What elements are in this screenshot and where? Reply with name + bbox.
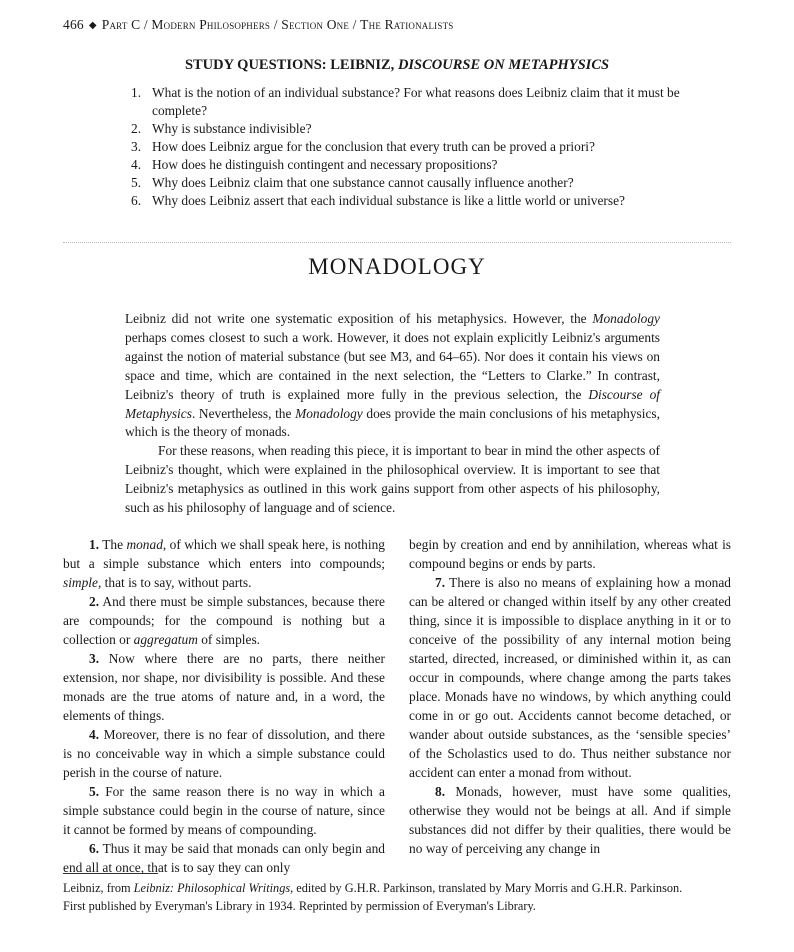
study-question: 2. Why is substance indivisible? (131, 121, 312, 136)
running-header: 466 ◆ Part C / Modern Philosophers / Section One / The Rationalists (63, 17, 454, 32)
body-paragraph: 6. Thus it may be said that monads can only begin and end all at once, that is to say they can only (63, 841, 385, 875)
page-number: 466 (63, 17, 84, 32)
header-part: Part C (101, 17, 141, 32)
study-questions-list (131, 84, 691, 210)
diamond-icon: ◆ (88, 20, 97, 31)
section-heading: MONADOLOGY (308, 254, 486, 279)
intro-paragraph: For these reasons, when reading this piece, it is important to bear in mind the other aspects of Leibniz's thought, which were explained in the philosophical overview. It is important to see that Leibniz's metaphysics as outlined in this work gains support from other aspects of his philosophy, such as his philosophy of language and of science. (125, 443, 660, 516)
section-divider (63, 242, 731, 243)
body-paragraph: 3. Now where there are no parts, there neither extension, nor shape, nor divisibility is possible. And these monads are the true atoms of nature and, in a word, the elements of things. (63, 651, 385, 723)
body-paragraph: 1. The monad, of which we shall speak here, is nothing but a simple substance which enters into compounds; simple, that is to say, without parts. (63, 537, 385, 590)
header-section-title: The Rationalists (360, 17, 454, 32)
body-paragraph: 5. For the same reason there is no way in which a simple substance could begin in the course of nature, since it cannot be formed by means of compounding. (63, 784, 385, 837)
body-column-right (409, 535, 731, 858)
study-question: 3. How does Leibniz argue for the conclusion that every truth can be proved a priori? (131, 139, 595, 154)
header-part-title: Modern Philosophers (151, 17, 271, 32)
body-paragraph: begin by creation and end by annihilation, whereas what is compound begins or ends by parts. (409, 537, 731, 571)
study-question: 6. Why does Leibniz assert that each individual substance is like a little world or universe? (131, 193, 625, 208)
study-question: 4. How does he distinguish contingent and necessary propositions? (131, 157, 498, 172)
study-question: 1. What is the notion of an individual substance? For what reasons does Leibniz claim that it must be complete? (131, 85, 680, 118)
source-footnote: Leibniz, from Leibniz: Philosophical Writings, edited by G.H.R. Parkinson, translated by Mary Morris and G.H.R. Parkinson. First published by Everyman's Library in 1934. Reprinted by permission of Everyman's Library. (63, 881, 683, 913)
intro-paragraph: Leibniz did not write one systematic exposition of his metaphysics. However, the Monadology perhaps comes closest to such a work. However, it does not explain explicitly Leibniz's arguments against the notion of material substance (but see M3, and 64–65). Nor does it contain his views on space and time, which are contained in the next selection, the “Letters to Clarke.” In contrast, Leibniz's theory of truth is explained more fully in the previous selection, the Discourse of Metaphysics. Nevertheless, the Monadology does provide the main conclusions of his metaphysics, which is the theory of monads. (125, 311, 660, 440)
body-paragraph: 4. Moreover, there is no fear of dissolution, and there is no conceivable way in which a simple substance could perish in the course of nature. (63, 727, 385, 780)
body-paragraph: 2. And there must be simple substances, because there are compounds; for the compound is nothing but a collection or aggregatum of simples. (63, 594, 385, 647)
body-paragraph: 7. There is also no means of explaining how a monad can be altered or changed within itself by any other created thing, since it is impossible to displace anything in it or to conceive of the possibility of any internal motion being started, directed, increased, or diminished within it, as can occur in compounds, where change among the parts takes place. Monads have no windows, by which anything could come in or go out. Accidents cannot become detached, or wander about outside substances, as the ‘sensible species’ of the Scholastics used to do. Thus neither substance nor accident can enter a monad from without. (409, 575, 731, 780)
body-column-left (63, 535, 385, 877)
header-section: Section One (281, 17, 350, 32)
footnote-rule (63, 873, 158, 874)
study-question: 5. Why does Leibniz claim that one substance cannot causally influence another? (131, 175, 574, 190)
study-questions-title: STUDY QUESTIONS: LEIBNIZ, DISCOURSE ON METAPHYSICS (184, 57, 610, 73)
body-paragraph: 8. Monads, however, must have some qualities, otherwise they would not be beings at all. And if simple substances did not differ by their qualities, there would be no way of perceiving any change in (409, 784, 731, 856)
intro-text (125, 310, 660, 518)
